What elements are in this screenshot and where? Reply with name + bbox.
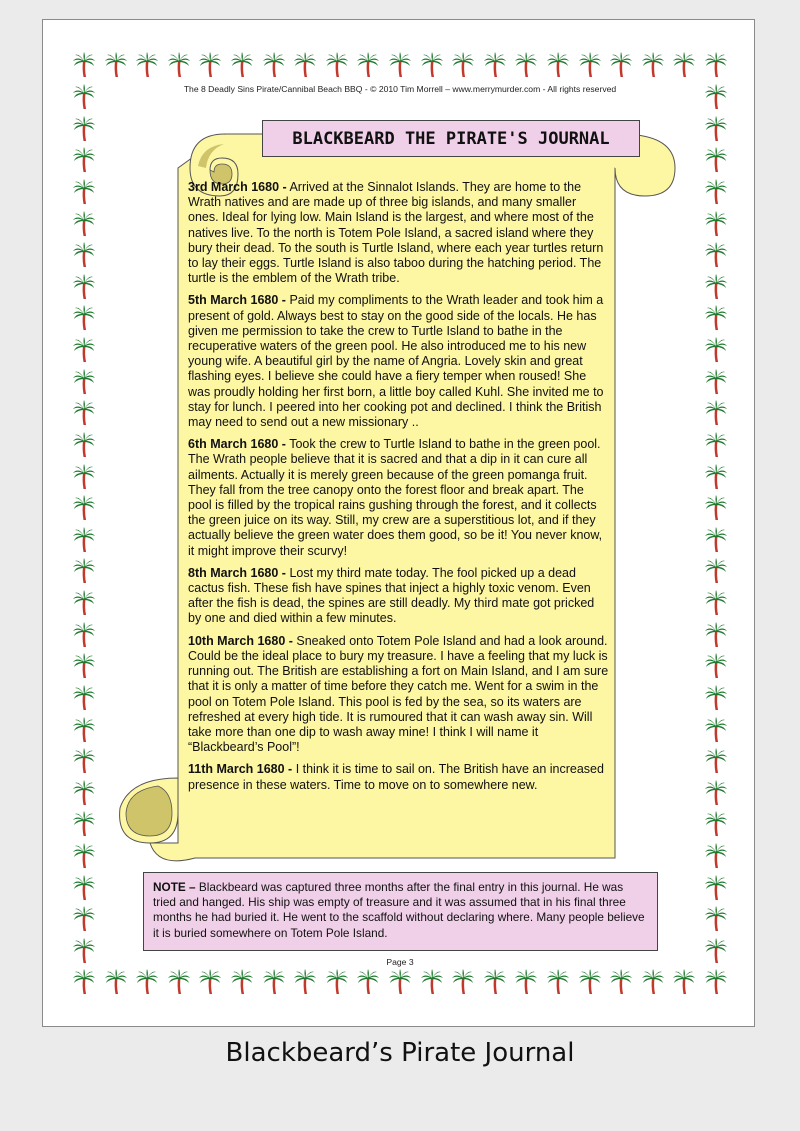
palm-tree-icon bbox=[73, 653, 95, 679]
entry-date: 3rd March 1680 - bbox=[188, 180, 287, 194]
palm-tree-icon bbox=[73, 495, 95, 521]
palm-tree-icon bbox=[73, 52, 95, 78]
palm-tree-icon bbox=[73, 558, 95, 584]
palm-tree-icon bbox=[705, 653, 727, 679]
palm-tree-icon bbox=[705, 495, 727, 521]
palm-tree-icon bbox=[547, 52, 569, 78]
palm-tree-icon bbox=[294, 969, 316, 995]
palm-tree-icon bbox=[705, 432, 727, 458]
palm-tree-icon bbox=[705, 179, 727, 205]
palm-tree-icon bbox=[484, 52, 506, 78]
palm-tree-icon bbox=[263, 52, 285, 78]
palm-tree-icon bbox=[199, 52, 221, 78]
palm-border-left bbox=[73, 84, 95, 964]
palm-tree-icon bbox=[484, 969, 506, 995]
entry-text: Paid my compliments to the Wrath leader and took him a present of gold. Always best to stay on the good side of the locals. He has given me permission to take the crew to Turtle Island to bathe in the recuperative waters of the green pool. He also introduced me to his new young wife. A beautiful girl by the name of Angria. Lovely skin and great flashing eyes. I believe she could have a fiery temper when roused! She was proudly holding her first born, a little boy called Kuhl. She invited me to stay for lunch. I peered into her cooking pot and declined. I think the British may need to send out a new missionary .. bbox=[188, 293, 604, 430]
note-box bbox=[143, 872, 658, 951]
palm-tree-icon bbox=[73, 242, 95, 268]
palm-tree-icon bbox=[705, 717, 727, 743]
palm-tree-icon bbox=[421, 52, 443, 78]
palm-tree-icon bbox=[73, 843, 95, 869]
palm-tree-icon bbox=[73, 464, 95, 490]
note-label: NOTE – bbox=[153, 880, 196, 894]
palm-tree-icon bbox=[73, 748, 95, 774]
palm-tree-icon bbox=[705, 622, 727, 648]
palm-tree-icon bbox=[705, 305, 727, 331]
palm-tree-icon bbox=[705, 242, 727, 268]
journal-entry bbox=[188, 180, 610, 286]
palm-tree-icon bbox=[168, 52, 190, 78]
palm-tree-icon bbox=[294, 52, 316, 78]
palm-tree-icon bbox=[705, 400, 727, 426]
palm-tree-icon bbox=[705, 116, 727, 142]
palm-tree-icon bbox=[705, 52, 727, 78]
palm-tree-icon bbox=[326, 52, 348, 78]
palm-tree-icon bbox=[73, 906, 95, 932]
palm-tree-icon bbox=[421, 969, 443, 995]
entry-date: 8th March 1680 - bbox=[188, 565, 286, 580]
palm-tree-icon bbox=[326, 969, 348, 995]
palm-tree-icon bbox=[705, 811, 727, 837]
palm-tree-icon bbox=[705, 843, 727, 869]
palm-tree-icon bbox=[705, 147, 727, 173]
palm-tree-icon bbox=[705, 464, 727, 490]
palm-border-bottom bbox=[73, 969, 727, 995]
palm-tree-icon bbox=[642, 969, 664, 995]
journal-entry bbox=[188, 762, 610, 792]
palm-tree-icon bbox=[705, 527, 727, 553]
palm-tree-icon bbox=[452, 52, 474, 78]
entry-text: Arrived at the Sinnalot Islands. They are home to the Wrath natives and are made up of three big islands, and many smaller ones. Ideal for lying low. Main Island is the largest, and where most of the natives live. To the north is Totem Pole Island, a sacred island where they bury their dead. To the south is Turtle Island, where each year turtles return to lay their eggs. Turtle Island is also taboo during the hatching period. The turtle is the emblem of the Wrath tribe. bbox=[188, 180, 604, 286]
palm-tree-icon bbox=[73, 875, 95, 901]
palm-border-top bbox=[73, 52, 727, 78]
palm-tree-icon bbox=[515, 52, 537, 78]
palm-tree-icon bbox=[705, 369, 727, 395]
palm-tree-icon bbox=[705, 875, 727, 901]
palm-tree-icon bbox=[73, 590, 95, 616]
palm-tree-icon bbox=[73, 211, 95, 237]
entry-date: 5th March 1680 - bbox=[188, 293, 286, 308]
palm-tree-icon bbox=[610, 969, 632, 995]
palm-tree-icon bbox=[389, 52, 411, 78]
palm-tree-icon bbox=[389, 969, 411, 995]
palm-tree-icon bbox=[705, 906, 727, 932]
journal-entries bbox=[188, 180, 610, 800]
image-caption: Blackbeard’s Pirate Journal bbox=[225, 1038, 575, 1068]
palm-tree-icon bbox=[579, 969, 601, 995]
page-number: Page 3 bbox=[386, 957, 414, 967]
palm-tree-icon bbox=[357, 52, 379, 78]
palm-tree-icon bbox=[705, 274, 727, 300]
palm-tree-icon bbox=[231, 969, 253, 995]
entry-date: 10th March 1680 - bbox=[188, 633, 293, 648]
palm-tree-icon bbox=[705, 337, 727, 363]
palm-tree-icon bbox=[105, 52, 127, 78]
palm-tree-icon bbox=[705, 558, 727, 584]
palm-tree-icon bbox=[73, 400, 95, 426]
journal-entry bbox=[188, 293, 610, 430]
palm-tree-icon bbox=[73, 369, 95, 395]
entry-date: 6th March 1680 - bbox=[188, 437, 286, 452]
palm-tree-icon bbox=[642, 52, 664, 78]
journal-entry bbox=[188, 437, 610, 559]
palm-tree-icon bbox=[547, 969, 569, 995]
palm-tree-icon bbox=[705, 780, 727, 806]
entry-text: Took the crew to Turtle Island to bathe in the green pool. The Wrath people believe that it is sacred and that a dip in it can cure all ailments. Actually it is merely green because of the green pomanga fruit. They fall from the tree canopy onto the forest floor and break apart. The pool is filled by the tropical rains gushing through the forest, and it collects the green juice on its way. Still, my crew are a superstitious lot, and if they actually believe the green water does them good, so be it! You never know, it might improve their scurvy! bbox=[188, 437, 603, 558]
palm-tree-icon bbox=[73, 780, 95, 806]
palm-tree-icon bbox=[231, 52, 253, 78]
journal-entry bbox=[188, 634, 610, 756]
palm-tree-icon bbox=[705, 211, 727, 237]
note-text: Blackbeard was captured three months after the final entry in this journal. He was tried and hanged. His ship was empty of treasure and it was assumed that in his final three months he had buried it. He went to the scaffold without declaring where. Many people believe it is buried somewhere on Totem Pole Island. bbox=[153, 880, 645, 940]
palm-tree-icon bbox=[73, 811, 95, 837]
palm-tree-icon bbox=[73, 969, 95, 995]
palm-tree-icon bbox=[705, 969, 727, 995]
journal-entry bbox=[188, 566, 610, 627]
palm-tree-icon bbox=[705, 685, 727, 711]
palm-tree-icon bbox=[610, 52, 632, 78]
palm-tree-icon bbox=[73, 432, 95, 458]
journal-title-box bbox=[262, 120, 640, 157]
palm-tree-icon bbox=[73, 337, 95, 363]
palm-tree-icon bbox=[73, 116, 95, 142]
entry-text: Lost my third mate today. The fool picked up a dead cactus fish. These fish have spines that inject a highly toxic venom. Even after the fish is dead, the spines are still deadly. My third mate got pricked by one and died within a few minutes. bbox=[188, 565, 595, 626]
palm-tree-icon bbox=[673, 52, 695, 78]
entry-text: Sneaked onto Totem Pole Island and had a look around. Could be the ideal place to bury my treasure. I have a feeling that my luck is running out. The British are establishing a fort on Main Island, and I am sure that it is only a matter of time before they catch me. Went for a swim in the pool on Totem Pole Island. This pool is fed by the sea, so its waters are refreshed at every high tide. It is rumoured that it can wash away sin. Will take more than one dip to wash away mine! I think I will name it “Blackbeard’s Pool”! bbox=[188, 633, 609, 755]
palm-tree-icon bbox=[73, 622, 95, 648]
palm-tree-icon bbox=[73, 717, 95, 743]
palm-tree-icon bbox=[136, 52, 158, 78]
palm-tree-icon bbox=[73, 527, 95, 553]
entry-text: I think it is time to sail on. The British have an increased presence in these waters. Time to move on to somewhere new. bbox=[188, 762, 604, 792]
copyright-header: The 8 Deadly Sins Pirate/Cannibal Beach BBQ - © 2010 Tim Morrell – www.merrymurder.com - All rights reserved bbox=[183, 84, 617, 94]
palm-tree-icon bbox=[452, 969, 474, 995]
palm-tree-icon bbox=[199, 969, 221, 995]
palm-tree-icon bbox=[73, 147, 95, 173]
palm-border-right bbox=[705, 84, 727, 964]
entry-date: 11th March 1680 - bbox=[188, 762, 293, 777]
palm-tree-icon bbox=[73, 274, 95, 300]
palm-tree-icon bbox=[705, 590, 727, 616]
palm-tree-icon bbox=[73, 685, 95, 711]
journal-title: BLACKBEARD THE PIRATE'S JOURNAL bbox=[292, 128, 610, 149]
palm-tree-icon bbox=[263, 969, 285, 995]
palm-tree-icon bbox=[515, 969, 537, 995]
palm-tree-icon bbox=[136, 969, 158, 995]
palm-tree-icon bbox=[73, 305, 95, 331]
palm-tree-icon bbox=[579, 52, 601, 78]
palm-tree-icon bbox=[357, 969, 379, 995]
palm-tree-icon bbox=[673, 969, 695, 995]
palm-tree-icon bbox=[168, 969, 190, 995]
palm-tree-icon bbox=[105, 969, 127, 995]
palm-tree-icon bbox=[705, 748, 727, 774]
palm-tree-icon bbox=[73, 179, 95, 205]
